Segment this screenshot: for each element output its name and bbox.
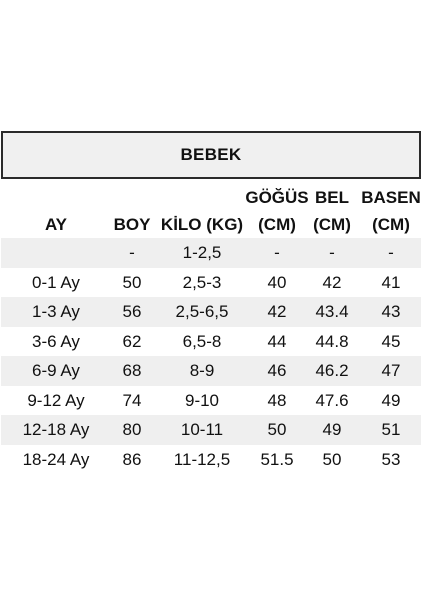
cell-waist: 43.4 <box>315 302 349 321</box>
table-row <box>1 356 421 386</box>
table-row <box>1 415 421 445</box>
cell-chest: - <box>274 243 280 262</box>
table-row <box>1 297 421 327</box>
table-row <box>1 268 421 298</box>
cell-chest: 51.5 <box>260 449 294 469</box>
cell-height: 62 <box>122 331 142 351</box>
cell-chest: 46 <box>267 361 287 380</box>
table-row <box>1 327 421 357</box>
cell-age <box>1 238 111 268</box>
cell-chest: 40 <box>267 272 287 292</box>
cell-height: 80 <box>122 420 142 439</box>
cell-age: 12-18 Ay <box>22 420 90 439</box>
cell-chest: 44 <box>267 331 287 351</box>
cell-weight: 1-2,5 <box>182 243 222 262</box>
cell-hip: 53 <box>381 449 401 469</box>
cell-hip: 47 <box>381 361 401 380</box>
cell-age: 6-9 Ay <box>32 361 80 380</box>
size-table-body <box>1 238 421 474</box>
column-header-chest: GÖĞÜS (CM) <box>245 188 309 234</box>
column-header-waist: BEL (CM) <box>313 188 351 234</box>
table-header <box>1 180 421 238</box>
cell-hip: 43 <box>381 302 401 321</box>
cell-waist: 50 <box>322 449 342 469</box>
cell-hip: 49 <box>381 390 401 410</box>
cell-hip: - <box>388 243 394 262</box>
cell-waist: 47.6 <box>315 390 349 410</box>
table-row <box>1 386 421 416</box>
table-row <box>1 238 421 268</box>
cell-weight: 11-12,5 <box>173 449 231 469</box>
cell-age: 18-24 Ay <box>22 449 90 469</box>
cell-waist: 46.2 <box>315 361 349 380</box>
cell-age: 3-6 Ay <box>32 331 80 351</box>
column-header-hip: BASEN (CM) <box>361 188 421 234</box>
cell-weight: 6,5-8 <box>182 331 222 351</box>
cell-height: - <box>129 243 135 262</box>
cell-waist: 49 <box>322 420 342 439</box>
cell-weight: 8-9 <box>189 361 215 380</box>
cell-weight: 9-10 <box>184 390 220 410</box>
cell-age: 0-1 Ay <box>32 272 80 292</box>
cell-weight: 2,5-6,5 <box>175 302 229 321</box>
cell-chest: 42 <box>267 302 287 321</box>
size-chart-title: BEBEK <box>1 131 421 179</box>
cell-waist: 42 <box>322 272 342 292</box>
cell-hip: 41 <box>381 272 401 292</box>
cell-waist: - <box>329 243 335 262</box>
cell-waist: 44.8 <box>315 331 349 351</box>
cell-age: 1-3 Ay <box>32 302 80 321</box>
cell-weight: 10-11 <box>180 420 224 439</box>
cell-chest: 48 <box>267 390 287 410</box>
cell-age: 9-12 Ay <box>27 390 85 410</box>
cell-chest: 50 <box>267 420 287 439</box>
cell-hip: 51 <box>381 420 401 439</box>
cell-height: 50 <box>122 272 142 292</box>
column-header-age: AY <box>44 215 68 234</box>
table-row <box>1 445 421 475</box>
cell-height: 86 <box>122 449 142 469</box>
column-header-weight: KİLO (KG) <box>160 215 244 234</box>
column-header-height: BOY <box>113 215 151 234</box>
cell-weight: 2,5-3 <box>182 272 222 292</box>
cell-hip: 45 <box>381 331 401 351</box>
cell-height: 68 <box>122 361 142 380</box>
cell-height: 74 <box>122 390 142 410</box>
cell-height: 56 <box>122 302 142 321</box>
